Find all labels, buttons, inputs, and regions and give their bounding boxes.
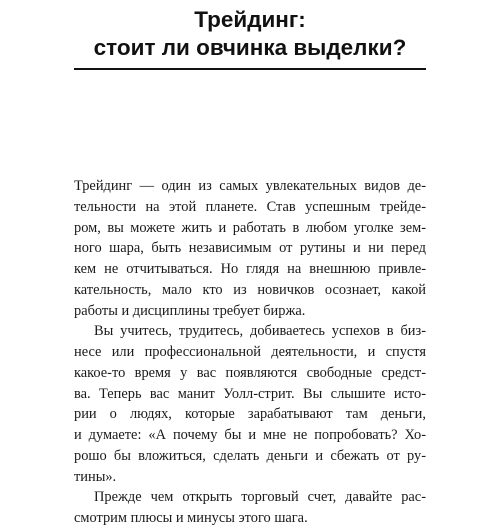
body-text: [74, 176, 426, 529]
text-line: ва. Теперь вас манит Уолл-стрит. Вы слышите исто-: [74, 385, 426, 402]
chapter-title-line-1: Трейдинг:: [194, 7, 306, 32]
text-line: рошо бы вложиться, сделать деньги и сбежать от ру-: [74, 447, 426, 464]
text-line: смотрим плюсы и минусы этого шага.: [74, 510, 308, 526]
text-line: несе или профессиональной деятельности, и спустя: [74, 344, 426, 360]
text-line: Вы учитесь, трудитесь, добиваетесь успехов в биз-: [94, 323, 426, 340]
title-underline-rule: [74, 68, 426, 70]
text-line: и думаете: «А почему бы и мне не попробовать? Хо-: [74, 427, 426, 443]
text-line: тины».: [74, 468, 117, 485]
text-line: кем не отчитываться. Но глядя на внешнюю привле-: [74, 261, 426, 277]
text-line: Трейдинг — один из самых увлекательных видов де-: [74, 178, 426, 194]
text-line: рии о людях, которые зарабатывают там деньги,: [74, 406, 426, 423]
text-line: работы и дисциплины требует биржа.: [74, 302, 306, 319]
text-line: ром, вы можете жить и работать в любом уголке зем-: [74, 219, 426, 236]
text-line: кательность, мало кто из новичков осознает, какой: [74, 281, 426, 298]
text-line: Прежде чем открыть торговый счет, давайте рас-: [94, 489, 426, 506]
text-line: тельности на этой планете. Став успешным трейде-: [74, 198, 426, 215]
text-line: ного шара, быть независимым от рутины и ни перед: [74, 240, 426, 257]
text-line: какое-то время у вас появляются свободные средст-: [74, 364, 426, 381]
chapter-title-line-2: стоит ли овчинка выделки?: [93, 35, 407, 60]
